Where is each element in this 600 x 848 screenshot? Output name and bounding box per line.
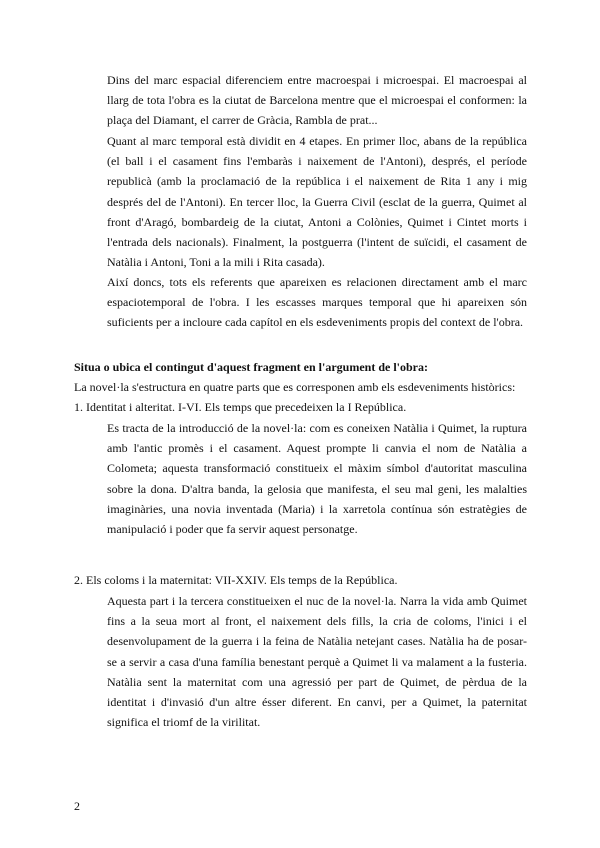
list-item-1-body: Es tracta de la introducció de la novel·la: com es coneixen Natàlia i Quimet, la ruptura amb l'antic promès i el casament. Aquest prompte li canvia el nom de Natàlia a Colometa; aquesta transformació constitueix el màxim símbol d'autoritat masculina sobre la dona. D'altra banda, la gelosia que manifesta, el seu mal geni, les malalties imaginàries, una novia inventada (Maria) i la xarretola contínua són estratègies de manipulació i poder que fa servir aquest personatge.	[107, 421, 527, 537]
page-number: 2	[74, 799, 80, 813]
list-item-2-body: Aquesta part i la tercera constitueixen el nuc de la novel·la. Narra la vida amb Quimet fins a la seua mort al front, el naixement dels fills, la cria de coloms, l'inici i el desenvolupament de la guerra i la feina de Natàlia netejant cases. Natàlia ha de posar-se a servir a casa d'una família benestant perquè a Quimet li va malament a la fusteria. Natàlia sent la maternitat com una agressió per part de Quimet, de pèrdua de la identitat i d'invasió d'un altre ésser diferent. En canvi, per a Quimet, la paternitat significa el triomf de la virilitat.	[107, 594, 527, 730]
intro-line: La novel·la s'estructura en quatre parts que es corresponen amb els esdeveniments històrics:	[74, 380, 516, 394]
paragraph-temporal-frame: Quant al marc temporal està dividit en 4 etapes. En primer lloc, abans de la república (el ball i el casament fins l'embaràs i naixement de l'Antoni), després, el període republicà (amb la proclamació de la república i el naixement de Rita 1 any i mig després del de l'Antoni). En tercer lloc, la Guerra Civil (esclat de la guerra, Quimet al front d'Aragó, bombardeig de la ciutat, Antoni a Colònies, Quimet i Cintet morts i l'entrada dels nacionals). Finalment, la postguerra (l'intent de suïcidi, el casament de Natàlia i Antoni, Toni a la mili i Rita casada).	[107, 134, 527, 270]
list-item-2-title: 2. Els coloms i la maternitat: VII-XXIV. Els temps de la República.	[74, 573, 398, 587]
paragraph-spatial-frame: Dins del marc espacial diferenciem entre macroespai i microespai. El macroespai al llarg de tota l'obra es la ciutat de Barcelona mentre que el microespai el conformen: la plaça del Diamant, el carrer de Gràcia, Rambla de prat...	[107, 73, 527, 128]
section-heading: Situa o ubica el contingut d'aquest fragment en l'argument de l'obra:	[74, 360, 429, 374]
list-item-1-title: 1. Identitat i alteritat. I-VI. Els temps que precedeixen la I República.	[74, 400, 407, 414]
paragraph-conclusion: Així doncs, tots els referents que apareixen es relacionen directament amb el marc espaciotemporal de l'obra. I les escasses marques temporal que hi apareixen són suficients per a incloure cada capítol en els esdeveniments propis del context de l'obra.	[107, 275, 527, 330]
